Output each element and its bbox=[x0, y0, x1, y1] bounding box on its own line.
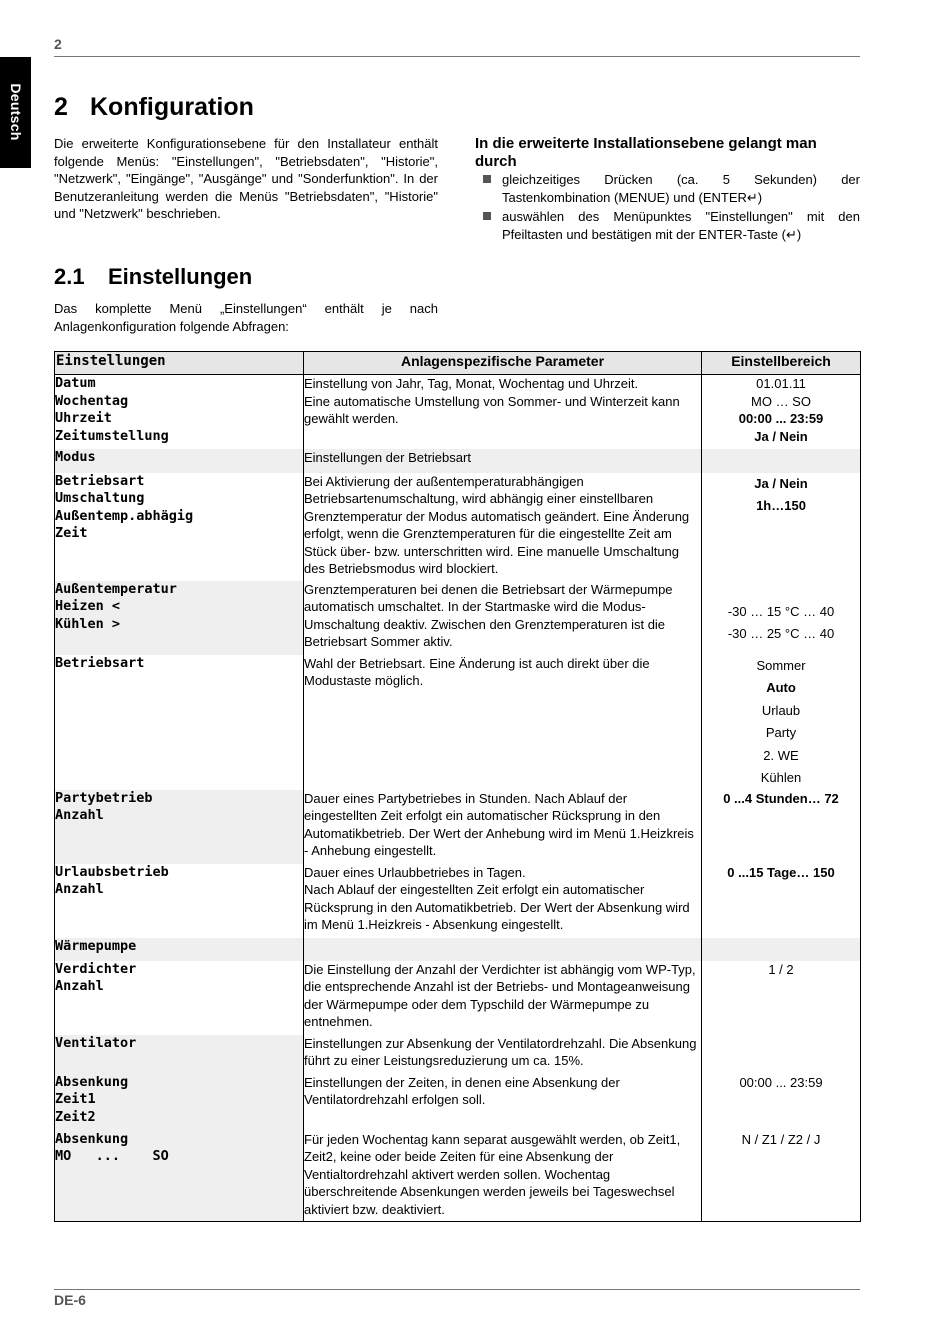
menu-cell: Datum Wochentag Uhrzeit Zeitumstellung bbox=[55, 375, 304, 449]
table-row bbox=[55, 1131, 861, 1222]
menu-cell: Ventilator bbox=[55, 1035, 304, 1074]
table-row bbox=[55, 655, 861, 790]
table-header-row bbox=[55, 352, 861, 375]
access-list bbox=[475, 171, 860, 243]
table-row bbox=[55, 790, 861, 864]
desc-cell: Grenztemperaturen bei denen die Betriebsart der Wärmepumpe automatisch umschaltet. In der Startmaske wird die Modus-Umschaltung deaktiv. Zwischen den Grenztemperaturen ist die Betriebsart Sommer aktiv. bbox=[304, 581, 702, 655]
range-cell: 1 / 2 bbox=[702, 961, 861, 1035]
menu-cell: Partybetrieb Anzahl bbox=[55, 790, 304, 864]
section-title: Konfiguration bbox=[90, 93, 254, 121]
section-number: 2 bbox=[54, 93, 68, 121]
section-heading bbox=[54, 93, 254, 122]
table-row bbox=[55, 961, 861, 1035]
access-step-2: auswählen des Menüpunktes "Einstellungen" mit den Pfeiltasten und bestätigen mit der ENTER-Taste (↵) bbox=[475, 208, 860, 243]
desc-cell: Einstellung von Jahr, Tag, Monat, Wochentag und Uhrzeit. Eine automatische Umstellung von Sommer- und Winterzeit kann gewählt werden. bbox=[304, 375, 702, 449]
header-einstellungen: Einstellungen bbox=[55, 352, 304, 375]
desc-cell: Einstellungen der Zeiten, in denen eine Absenkung der Ventilatordrehzahl erfolgen soll. bbox=[304, 1074, 702, 1131]
menu-cell: Betriebsart bbox=[55, 655, 304, 790]
range-cell bbox=[702, 1035, 861, 1074]
header-rule bbox=[54, 56, 860, 57]
range-cell bbox=[702, 449, 861, 473]
range-cell: Ja / Nein 1h…150 bbox=[702, 473, 861, 581]
table-row bbox=[55, 581, 861, 655]
range-cell: 01.01.11 MO … SO 00:00 ... 23:59 Ja / Nein bbox=[702, 375, 861, 449]
menu-cell: Wärmepumpe bbox=[55, 938, 304, 961]
menu-cell: Modus bbox=[55, 449, 304, 473]
footer-page-label: DE-6 bbox=[54, 1292, 86, 1308]
range-cell: 0 ...4 Stunden… 72 bbox=[702, 790, 861, 864]
access-block bbox=[475, 135, 860, 245]
header-bereich: Einstellbereich bbox=[702, 352, 861, 375]
range-cell: Sommer Auto Urlaub Party 2. WE Kühlen bbox=[702, 655, 861, 790]
desc-cell: Wahl der Betriebsart. Eine Änderung ist auch direkt über die Modustaste möglich. bbox=[304, 655, 702, 790]
table-row bbox=[55, 1035, 861, 1074]
desc-cell: Dauer eines Urlaubbetriebes in Tagen. Nach Ablauf der eingestellten Zeit erfolgt ein automatischer Rücksprung in den Automatikbetrieb. Der Wert der Absenkung wird im Menü 1.Heizkreis - Absenkung eingestellt. bbox=[304, 864, 702, 938]
range-cell bbox=[702, 938, 861, 961]
table-row bbox=[55, 375, 861, 449]
desc-cell: Dauer eines Partybetriebes in Stunden. Nach Ablauf der eingestellten Zeit erfolgt ein automatischer Rücksprung in den Automatikbetrieb. Der Wert der Anhebung wird im Menü 1.Heizkreis - Anhebung eingestellt. bbox=[304, 790, 702, 864]
subsection-heading bbox=[54, 264, 252, 290]
desc-cell: Für jeden Wochentag kann separat ausgewählt werden, ob Zeit1, Zeit2, keine oder beide Zeiten für eine Absenkung der Ventialtordrehzahl aktivert werden sollen. Wochentag überschreitende Absenkungen werden jeweils bei Tageswechsel aktiviert bzw. deaktiviert. bbox=[304, 1131, 702, 1222]
range-cell: N / Z1 / Z2 / J bbox=[702, 1131, 861, 1222]
access-step-1: gleichzeitiges Drücken (ca. 5 Sekunden) der Tastenkombination (MENUE) und (ENTER↵) bbox=[475, 171, 860, 206]
language-tab bbox=[0, 57, 31, 168]
desc-cell: Einstellungen der Betriebsart bbox=[304, 449, 702, 473]
desc-cell bbox=[304, 938, 702, 961]
range-cell: -30 … 15 °C … 40 -30 … 25 °C … 40 bbox=[702, 581, 861, 655]
desc-cell: Bei Aktivierung der außentemperaturabhängigen Betriebsartenumschaltung, wird abhängig einer einstellbaren Grenztemperatur der Modus automatisch geändert. Eine Änderung erfolgt, wenn die Grenztemperaturen für die eingestellte Zeit am Stück über- bzw. unterschritten wird. Eine manuelle Umschaltung des Betriebsmodus wird blockiert. bbox=[304, 473, 702, 581]
table-row bbox=[55, 864, 861, 938]
table-row bbox=[55, 938, 861, 961]
subsection-title: Einstellungen bbox=[108, 264, 253, 289]
section-intro: Die erweiterte Konfigurationsebene für den Installateur enthält folgende Menüs: "Einstellungen", "Betriebsdaten", "Historie", "Netzwerk", "Eingänge", "Ausgänge" und "Sonderfunktion". In der Benutzeranleitung werden die Menüs "Betriebsdaten", "Historie" und "Netzwerk" beschrieben. bbox=[54, 136, 438, 221]
menu-cell: Betriebsart Umschaltung Außentemp.abhägig Zeit bbox=[55, 473, 304, 581]
menu-cell: Außentemperatur Heizen < Kühlen > bbox=[55, 581, 304, 655]
language-tab-label: Deutsch bbox=[8, 83, 24, 141]
table-row bbox=[55, 1074, 861, 1131]
menu-cell: Verdichter Anzahl bbox=[55, 961, 304, 1035]
desc-cell: Einstellungen zur Absenkung der Ventilatordrehzahl. Die Absenkung führt zu einer Leistungsreduzierung um ca. 15%. bbox=[304, 1035, 702, 1074]
range-cell: 0 ...15 Tage… 150 bbox=[702, 864, 861, 938]
table-row bbox=[55, 449, 861, 473]
desc-cell: Die Einstellung der Anzahl der Verdichter ist abhängig vom WP-Typ, die entsprechende Anzahl ist der Betriebs- und Montageanweisung der Wärmepumpe oder dem Typschild der Wärmepumpe zu entnehmen. bbox=[304, 961, 702, 1035]
page-number-top: 2 bbox=[54, 36, 62, 52]
menu-cell: Absenkung Zeit1 Zeit2 bbox=[55, 1074, 304, 1131]
access-heading: In die erweiterte Installationsebene gelangt man durch bbox=[475, 135, 817, 170]
table-row bbox=[55, 473, 861, 581]
subsection-number: 2.1 bbox=[54, 264, 85, 289]
range-cell: 00:00 ... 23:59 bbox=[702, 1074, 861, 1131]
menu-cell: Absenkung MO ... SO bbox=[55, 1131, 304, 1222]
header-parameter: Anlagenspezifische Parameter bbox=[304, 352, 702, 375]
subsection-intro: Das komplette Menü „Einstellungen“ enthält je nach Anlagenkonfiguration folgende Abfragen: bbox=[54, 301, 438, 334]
settings-table bbox=[54, 351, 861, 1222]
menu-cell: Urlaubsbetrieb Anzahl bbox=[55, 864, 304, 938]
footer-rule bbox=[54, 1289, 860, 1290]
